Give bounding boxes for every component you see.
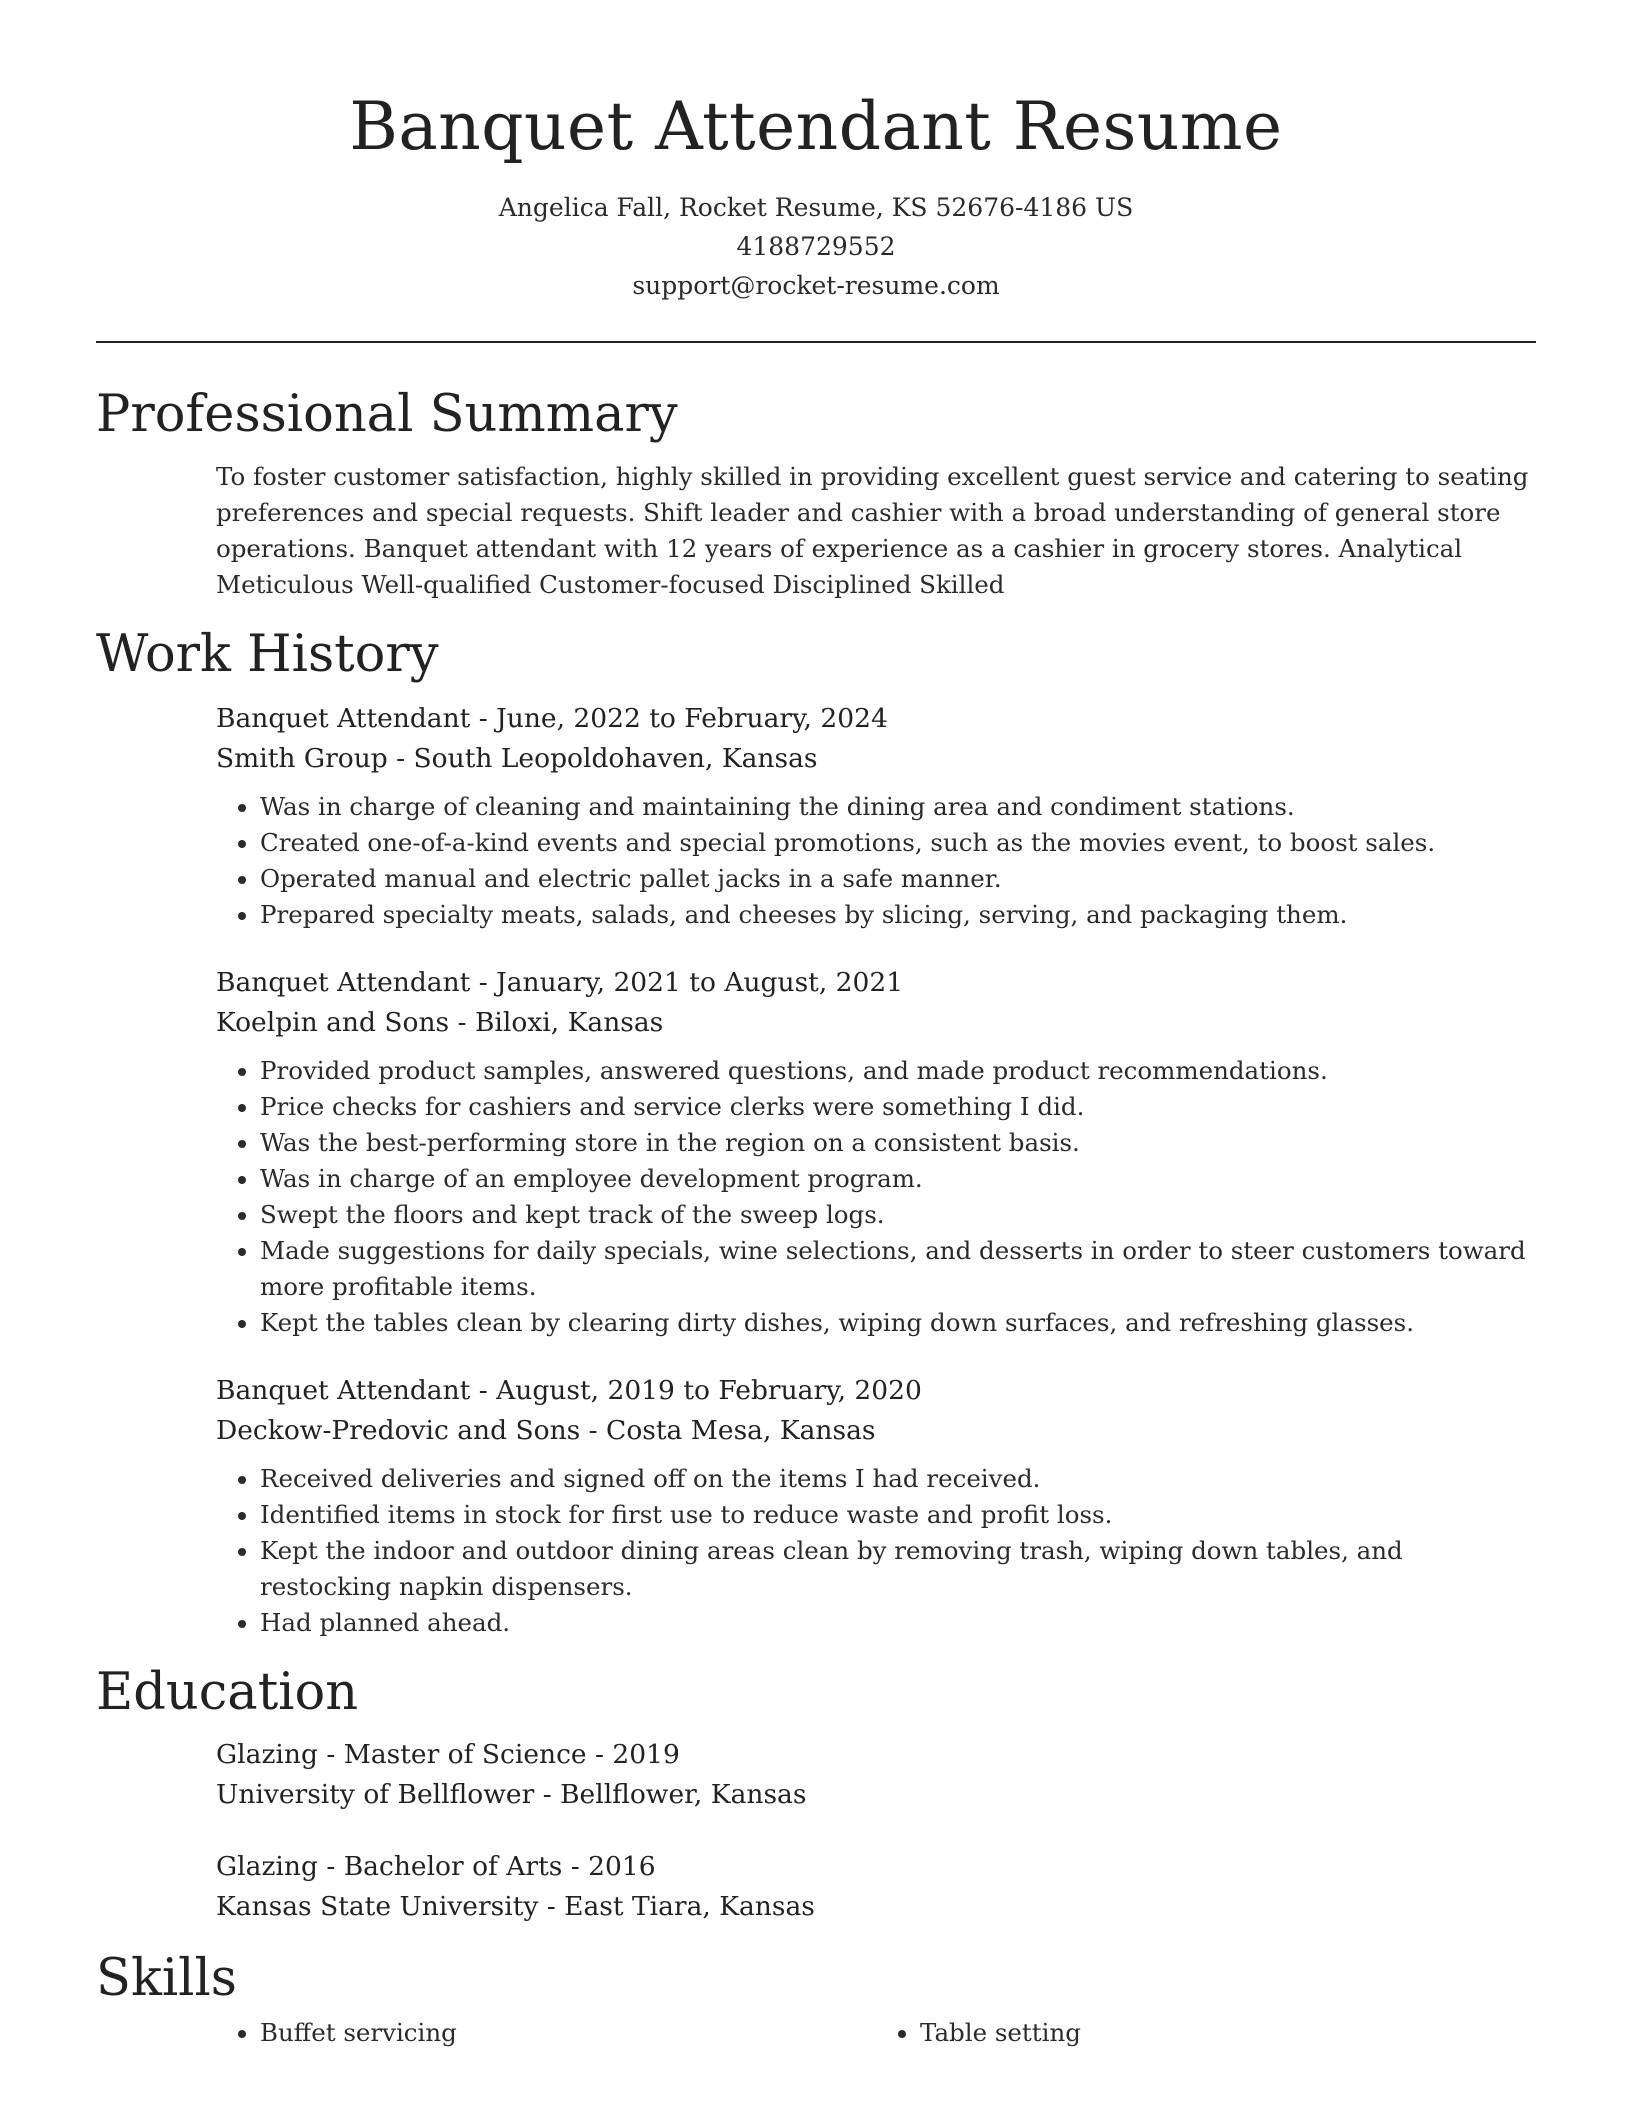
list-item: • Prepared specialty meats, salads, and cheeses by slicing, serving, and packaging them. (260, 897, 1536, 933)
job-bullets (216, 1053, 1536, 1341)
work-history-heading: Work History (96, 625, 439, 684)
contact-email: support@rocket-resume.com (632, 271, 1000, 300)
degree-line: Glazing - Master of Science - 2019 (216, 1739, 680, 1770)
degree-line: Glazing - Bachelor of Arts - 2016 (216, 1851, 656, 1882)
contact-block (96, 188, 1536, 305)
list-item: • Operated manual and electric pallet jacks in a safe manner. (260, 861, 1536, 897)
job-company-line: Deckow-Predovic and Sons - Costa Mesa, Kansas (216, 1415, 876, 1446)
education-entry (96, 1735, 1536, 1815)
job-company-line: Smith Group - South Leopoldohaven, Kansas (216, 743, 818, 774)
contact-phone: 4188729552 (736, 232, 896, 261)
work-history-section (96, 623, 1536, 1641)
job-bullets (216, 1461, 1536, 1641)
list-item: • Received deliveries and signed off on the items I had received. (260, 1461, 1536, 1497)
list-item: • Price checks for cashiers and service clerks were something I did. (260, 1089, 1536, 1125)
job-title-line: Banquet Attendant - January, 2021 to August, 2021 (216, 967, 904, 998)
job-bullets (216, 789, 1536, 933)
education-entry (96, 1847, 1536, 1927)
header-divider (96, 341, 1536, 343)
list-item: • Kept the indoor and outdoor dining areas clean by removing trash, wiping down tables, and restocking napkin dispensers. (260, 1533, 1536, 1605)
resume-title: Banquet Attendant Resume (349, 88, 1283, 165)
job-title-line: Banquet Attendant - June, 2022 to February, 2024 (216, 703, 888, 734)
skills-section (96, 1947, 1536, 2051)
contact-address: Angelica Fall, Rocket Resume, KS 52676-4186 US (498, 193, 1134, 222)
list-item: • Identified items in stock for first use to reduce waste and profit loss. (260, 1497, 1536, 1533)
list-item: • Was in charge of cleaning and maintaining the dining area and condiment stations. (260, 789, 1536, 825)
job-entry (96, 1371, 1536, 1641)
job-entry (96, 699, 1536, 933)
summary-text: To foster customer satisfaction, highly skilled in providing excellent guest service and catering to seating preferences and special requests. Shift leader and cashier with a broad understanding of general store operations. Banquet attendant with 12 years of experience as a cashier in grocery stores. Analytical Meticulous Well-qualified Customer-focused Disciplined Skilled (216, 462, 1529, 599)
job-company-line: Koelpin and Sons - Biloxi, Kansas (216, 1007, 664, 1038)
list-item: • Table setting (920, 2015, 1536, 2051)
school-line: University of Bellflower - Bellflower, Kansas (216, 1779, 807, 1810)
list-item: • Kept the tables clean by clearing dirty dishes, wiping down surfaces, and refreshing glasses. (260, 1305, 1536, 1341)
list-item: • Was the best-performing store in the region on a consistent basis. (260, 1125, 1536, 1161)
skills-columns (96, 2015, 1536, 2051)
list-item: • Made suggestions for daily specials, wine selections, and desserts in order to steer customers toward more profitable items. (260, 1233, 1536, 1305)
list-item: • Provided product samples, answered questions, and made product recommendations. (260, 1053, 1536, 1089)
resume-header (96, 0, 1536, 305)
skills-list-right (876, 2015, 1536, 2051)
job-title-line: Banquet Attendant - August, 2019 to February, 2020 (216, 1375, 922, 1406)
list-item: • Buffet servicing (260, 2015, 876, 2051)
education-section (96, 1661, 1536, 1927)
summary-section (96, 383, 1536, 603)
list-item: • Swept the floors and kept track of the sweep logs. (260, 1197, 1536, 1233)
job-entry (96, 963, 1536, 1341)
list-item: • Had planned ahead. (260, 1605, 1536, 1641)
summary-heading: Professional Summary (96, 385, 678, 444)
education-heading: Education (96, 1663, 359, 1722)
school-line: Kansas State University - East Tiara, Kansas (216, 1891, 815, 1922)
list-item: • Created one-of-a-kind events and special promotions, such as the movies event, to boost sales. (260, 825, 1536, 861)
list-item: • Was in charge of an employee development program. (260, 1161, 1536, 1197)
skills-list-left (216, 2015, 876, 2051)
skills-heading: Skills (96, 1949, 237, 2008)
